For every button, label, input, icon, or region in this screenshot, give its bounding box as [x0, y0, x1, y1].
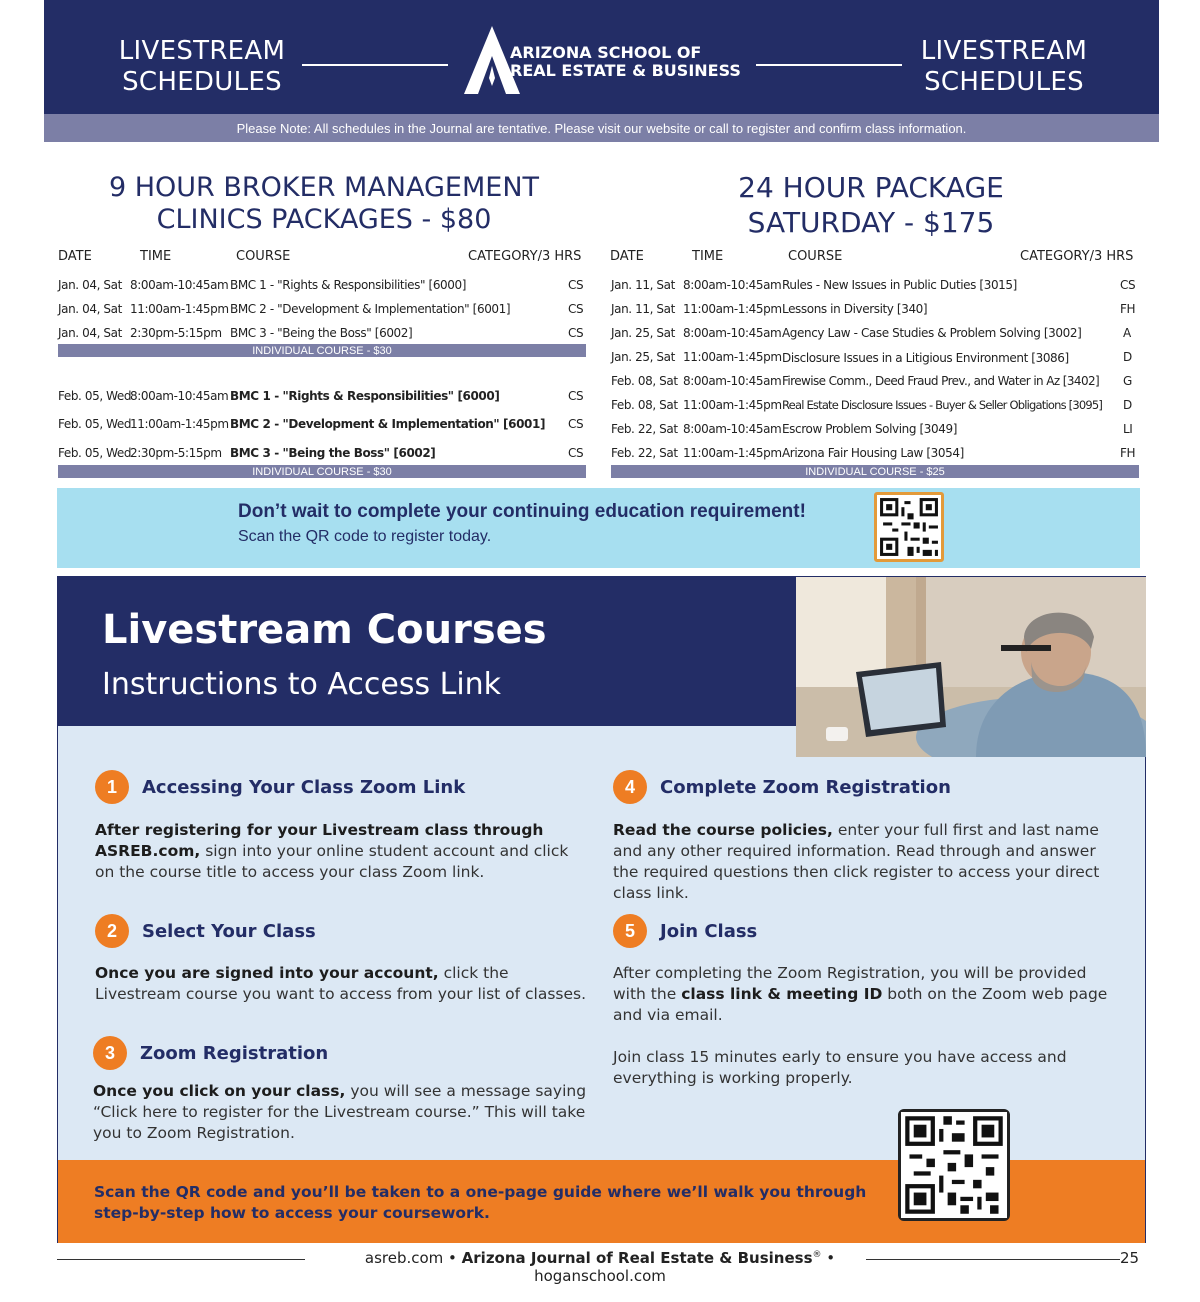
- table-cell-course: Real Estate Disclosure Issues - Buyer & Seller Obligations [3095]: [782, 398, 1103, 412]
- table-cell-category: CS: [568, 278, 584, 292]
- step-2-body: [95, 963, 590, 1005]
- footer-left-rule: [57, 1259, 305, 1260]
- right-col-course: COURSE: [788, 249, 843, 264]
- table-cell-course: Agency Law - Case Studies & Problem Solving [3002]: [782, 326, 1082, 340]
- table-cell-time: 11:00am-1:45pm: [130, 417, 229, 431]
- table-cell-date: Jan. 11, Sat: [611, 302, 675, 316]
- table-cell-time: 11:00am-1:45pm: [683, 302, 782, 316]
- step-1-title: Accessing Your Class Zoom Link: [142, 777, 466, 798]
- table-cell-date: Jan. 11, Sat: [611, 278, 675, 292]
- table-cell-date: Jan. 04, Sat: [58, 302, 122, 316]
- table-cell-time: 8:00am-10:45am: [683, 374, 782, 388]
- table-cell-date: Feb. 08, Sat: [611, 374, 678, 388]
- page-number: 25: [1120, 1249, 1140, 1267]
- header-left-line2: SCHEDULES: [122, 67, 282, 97]
- table-cell-course: Disclosure Issues in a Litigious Environment [3086]: [782, 351, 1069, 365]
- table-cell-course: BMC 3 - "Being the Boss" [6002]: [230, 326, 413, 340]
- individual-course-price: INDIVIDUAL COURSE - $25: [611, 465, 1139, 478]
- step-5-note: Join class 15 minutes early to ensure you have access and everything is working properly.: [613, 1048, 1067, 1087]
- left-title-line1: 9 HOUR BROKER MANAGEMENT: [108, 172, 540, 203]
- table-cell-category: FH: [1120, 302, 1136, 316]
- footer-registered-mark: ®: [812, 1250, 822, 1260]
- school-logo: [462, 26, 762, 96]
- step-2-badge: 2: [95, 914, 129, 948]
- table-cell-course: Arizona Fair Housing Law [3054]: [782, 446, 964, 460]
- header-right-rule: [756, 64, 902, 66]
- table-cell-course: BMC 2 - "Development & Implementation" [6001]: [230, 302, 511, 316]
- step-5-body: [613, 963, 1123, 1026]
- logo-text: [510, 44, 741, 80]
- cta-subtext: Scan the QR code to register today.: [238, 528, 492, 545]
- step-1-badge: 1: [95, 770, 129, 804]
- table-cell-category: G: [1123, 374, 1132, 388]
- register-cta-band: [57, 488, 1140, 568]
- left-title-line2: CLINICS PACKAGES - $80: [156, 204, 492, 235]
- table-cell-course: Escrow Problem Solving [3049]: [782, 422, 958, 436]
- table-cell-category: CS: [568, 446, 584, 460]
- step-3-body: [93, 1081, 588, 1144]
- step-2-bold: Once you are signed into your account,: [95, 964, 439, 982]
- table-cell-time: 8:00am-10:45am: [130, 278, 229, 292]
- table-cell-date: Jan. 25, Sat: [611, 350, 675, 364]
- cta-heading: Don’t wait to complete your continuing education requirement!: [238, 501, 806, 522]
- table-cell-time: 11:00am-1:45pm: [683, 350, 782, 364]
- header-left-title: [102, 36, 302, 98]
- table-cell-date: Feb. 05, Wed: [58, 389, 132, 403]
- header-right-line1: LIVESTREAM: [920, 36, 1088, 66]
- table-cell-course: Rules - New Issues in Public Duties [3015]: [782, 278, 1017, 292]
- table-cell-category: CS: [568, 326, 584, 340]
- footer-text: [300, 1249, 900, 1285]
- livestream-instructions-panel: [57, 576, 1146, 1243]
- table-cell-date: Jan. 25, Sat: [611, 326, 675, 340]
- table-cell-time: 8:00am-10:45am: [683, 422, 782, 436]
- footer-right-rule: [866, 1259, 1120, 1260]
- step-2-text: click the Livestream course you want to access from your list of classes.: [95, 964, 587, 1003]
- step-2-title: Select Your Class: [142, 921, 316, 942]
- step-1-bold: After registering for your Livestream class through ASREB.com,: [95, 821, 544, 860]
- step-4-badge: 4: [613, 770, 647, 804]
- table-cell-course: Firewise Comm., Deed Fraud Prev., and Water in Az [3402]: [782, 374, 1100, 388]
- step-1-body: [95, 820, 590, 883]
- step-4-body: [613, 820, 1123, 904]
- logo-line1: ARIZONA SCHOOL OF: [510, 43, 702, 62]
- schedule-note: Please Note: All schedules in the Journal are tentative. Please visit our website or call to register and confirm class information.: [44, 114, 1159, 142]
- table-cell-category: FH: [1120, 446, 1136, 460]
- left-col-date: DATE: [58, 249, 92, 264]
- header-right-title: [904, 36, 1104, 98]
- qr-code-icon: [877, 495, 941, 559]
- right-title-line1: 24 HOUR PACKAGE: [738, 171, 1004, 204]
- table-cell-course: BMC 2 - "Development & Implementation" [6001]: [230, 417, 546, 431]
- panel-title: Livestream Courses: [102, 607, 547, 653]
- step-1-text: sign into your online student account and click on the course title to access your class Zoom link.: [95, 842, 569, 881]
- qr-guide-text: Scan the QR code and you’ll be taken to a one-page guide where we’ll walk you through step-by-step how to access your coursework.: [94, 1183, 867, 1222]
- man-at-laptop-photo: [796, 577, 1146, 757]
- table-cell-category: D: [1123, 398, 1132, 412]
- register-qr-code[interactable]: [874, 492, 944, 562]
- table-cell-date: Feb. 22, Sat: [611, 446, 678, 460]
- right-title-line2: SATURDAY - $175: [747, 206, 995, 239]
- table-cell-category: CS: [568, 302, 584, 316]
- table-cell-category: CS: [568, 389, 584, 403]
- table-cell-date: Feb. 08, Sat: [611, 398, 678, 412]
- logo-line2: REAL ESTATE & BUSINESS: [510, 61, 741, 80]
- table-cell-category: D: [1123, 350, 1132, 364]
- table-cell-time: 8:00am-10:45am: [683, 326, 782, 340]
- table-cell-category: A: [1123, 326, 1131, 340]
- step-5-bold: class link & meeting ID: [681, 985, 883, 1003]
- footer-site-right: • hoganschool.com: [534, 1249, 836, 1285]
- right-package-title: [612, 170, 1130, 240]
- table-cell-course: BMC 1 - "Rights & Responsibilities" [6000]: [230, 278, 467, 292]
- qr-code-icon: [901, 1112, 1007, 1218]
- table-cell-date: Feb. 05, Wed: [58, 446, 132, 460]
- table-cell-time: 2:30pm-5:15pm: [130, 326, 222, 340]
- table-cell-date: Feb. 22, Sat: [611, 422, 678, 436]
- left-package-title: [60, 172, 588, 236]
- table-cell-time: 11:00am-1:45pm: [683, 398, 782, 412]
- right-col-date: DATE: [610, 249, 644, 264]
- right-col-category: CATEGORY/3 HRS: [1020, 249, 1134, 264]
- step-5-text-a: After completing the Zoom Registration, you will be provided with the: [613, 964, 1087, 1003]
- left-col-category: CATEGORY/3 HRS: [468, 249, 582, 264]
- step-3-bold: Once you click on your class,: [93, 1082, 346, 1100]
- step-4-bold: Read the course policies,: [613, 821, 833, 839]
- step-3-title: Zoom Registration: [140, 1043, 329, 1064]
- header-left-rule: [302, 64, 448, 66]
- table-cell-date: Feb. 05, Wed: [58, 417, 132, 431]
- table-cell-date: Jan. 04, Sat: [58, 278, 122, 292]
- panel-subtitle: Instructions to Access Link: [102, 667, 502, 702]
- table-cell-category: LI: [1123, 422, 1133, 436]
- table-cell-course: Lessons in Diversity [340]: [782, 302, 928, 316]
- table-cell-time: 8:00am-10:45am: [683, 278, 782, 292]
- step-5-text-b: both on the Zoom web page and via email.: [613, 985, 1108, 1024]
- footer-journal-name: Arizona Journal of Real Estate & Business: [461, 1249, 813, 1267]
- table-cell-time: 8:00am-10:45am: [130, 389, 229, 403]
- table-cell-course: BMC 1 - "Rights & Responsibilities" [6000]: [230, 389, 500, 403]
- photo-illustration: [796, 577, 1146, 757]
- header-left-line1: LIVESTREAM: [118, 36, 286, 66]
- step-3-badge: 3: [93, 1036, 127, 1070]
- table-cell-category: CS: [568, 417, 584, 431]
- step-5-badge: 5: [613, 914, 647, 948]
- table-cell-time: 11:00am-1:45pm: [683, 446, 782, 460]
- right-col-time: TIME: [692, 249, 724, 264]
- table-cell-category: CS: [1120, 278, 1136, 292]
- guide-qr-code[interactable]: [898, 1109, 1010, 1221]
- table-cell-course: BMC 3 - "Being the Boss" [6002]: [230, 446, 436, 460]
- header-banner: [44, 0, 1159, 114]
- left-col-course: COURSE: [236, 249, 291, 264]
- table-cell-date: Jan. 04, Sat: [58, 326, 122, 340]
- table-cell-time: 2:30pm-5:15pm: [130, 446, 222, 460]
- step-5-title: Join Class: [660, 921, 758, 942]
- table-cell-time: 11:00am-1:45pm: [130, 302, 229, 316]
- header-right-line2: SCHEDULES: [924, 67, 1084, 97]
- step-3-text: you will see a message saying “Click here to register for the Livestream course.” This will take you to Zoom Registration.: [93, 1082, 587, 1142]
- panel-header: [58, 577, 796, 726]
- step-4-title: Complete Zoom Registration: [660, 777, 951, 798]
- individual-course-price: INDIVIDUAL COURSE - $30: [58, 344, 586, 357]
- step-4-text: enter your full first and last name and any other required information. Read through and answer the required questions then click register to access your direct class link.: [613, 821, 1100, 902]
- footer-site-left: asreb.com •: [364, 1249, 462, 1267]
- left-col-time: TIME: [140, 249, 172, 264]
- individual-course-price: INDIVIDUAL COURSE - $30: [58, 465, 586, 478]
